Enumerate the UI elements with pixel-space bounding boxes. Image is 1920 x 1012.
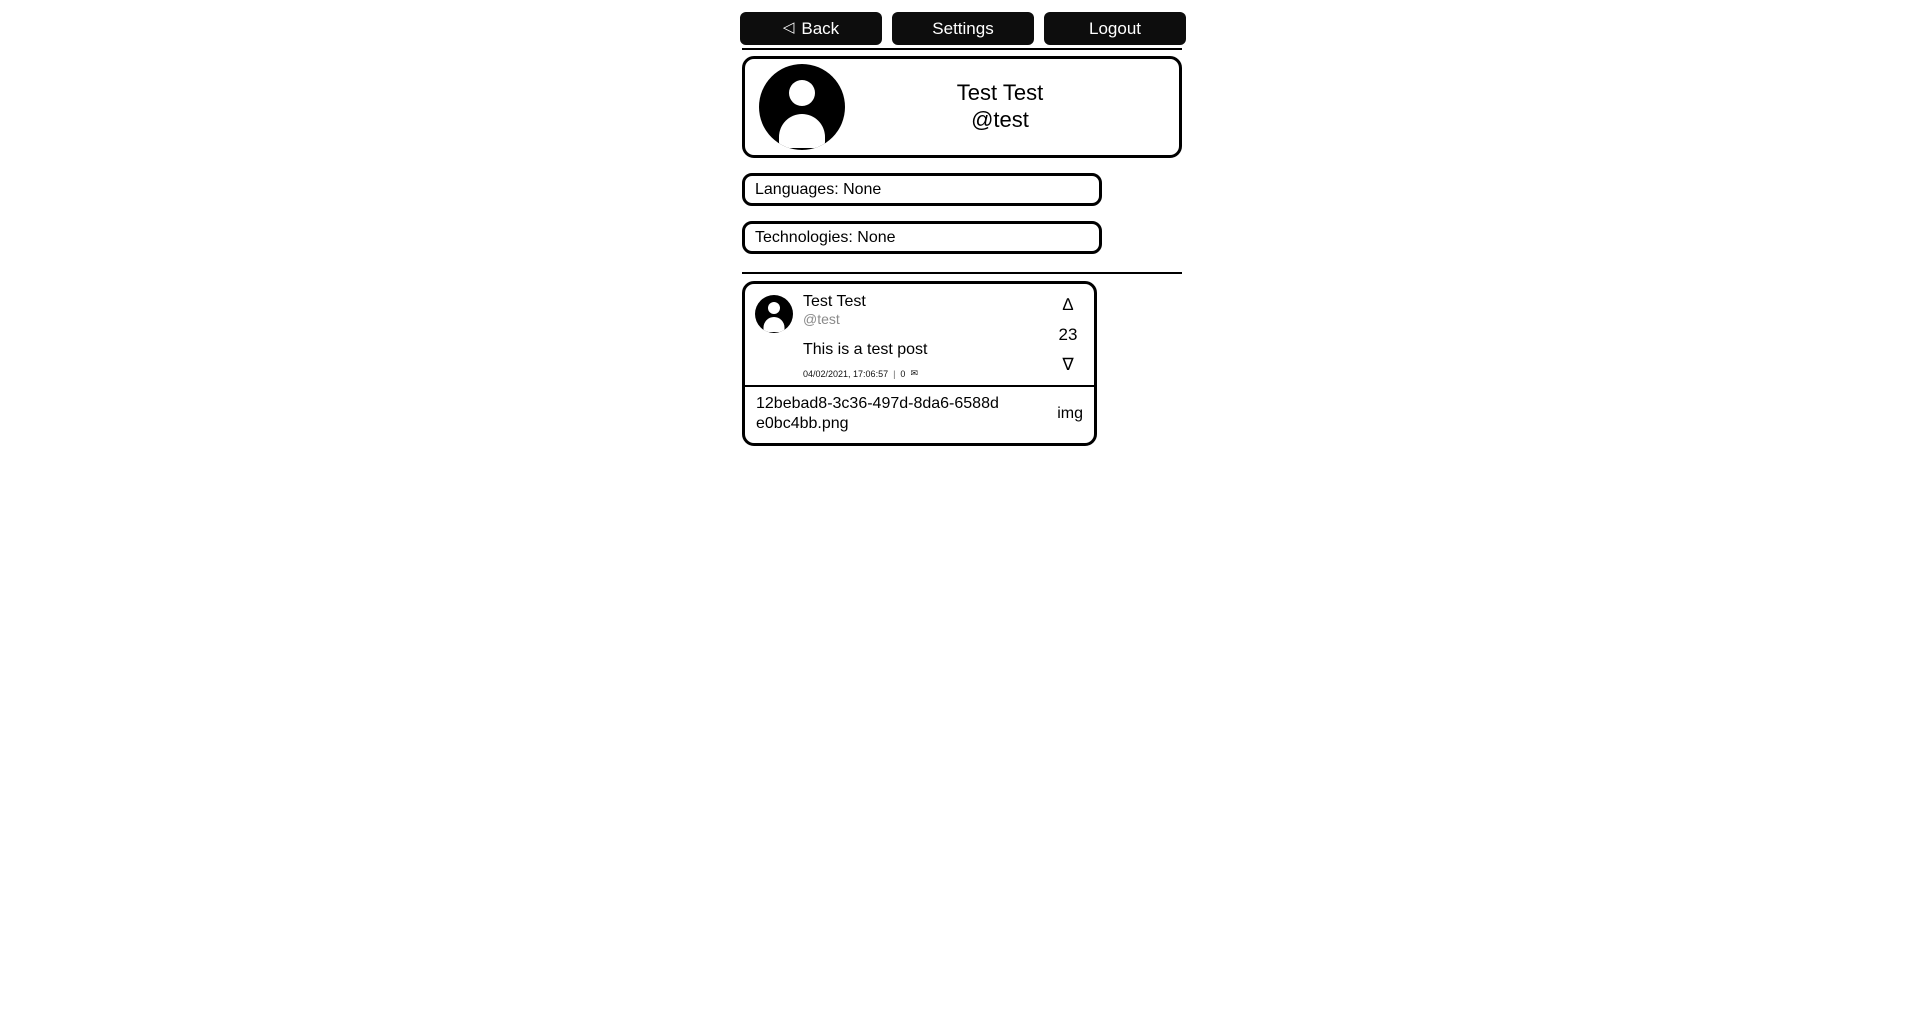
logout-button-label: Logout	[1089, 18, 1141, 38]
profile-identity	[835, 80, 1165, 134]
post-text: This is a test post	[803, 341, 928, 359]
back-button-label: Back	[801, 18, 840, 38]
back-button[interactable]	[740, 12, 882, 45]
vote-controls	[1052, 293, 1084, 379]
profile-column	[742, 48, 1182, 446]
logout-button[interactable]	[1044, 12, 1186, 45]
profile-header-card	[742, 56, 1182, 158]
technologies-box	[742, 221, 1102, 254]
downvote-icon[interactable]: ∇	[1062, 355, 1074, 375]
triangle-left-icon: ◁	[782, 19, 795, 36]
post-main	[745, 284, 1094, 385]
post-meta	[803, 368, 1052, 379]
technologies-label: Technologies: None	[755, 228, 896, 246]
posts-divider	[742, 272, 1182, 274]
top-divider	[742, 48, 1182, 50]
user-avatar-icon	[759, 64, 845, 150]
post-author: Test Test	[803, 293, 866, 310]
upvote-icon[interactable]: ∆	[1062, 295, 1074, 314]
languages-box	[742, 173, 1102, 206]
profile-handle: @test	[971, 107, 1029, 132]
post-body	[793, 293, 1052, 379]
settings-button[interactable]	[892, 12, 1034, 45]
attachment-filename: 12bebad8-3c36-497d-8da6-6588de0bc4bb.png	[756, 395, 999, 433]
posts-divider-wrap	[742, 272, 1182, 274]
languages-label: Languages: None	[755, 180, 882, 198]
post-handle: @test	[803, 311, 840, 328]
user-avatar-icon	[755, 295, 793, 333]
post-attachment[interactable]	[745, 385, 1094, 443]
attachment-kind-label: img	[1057, 405, 1083, 423]
page-title: Test Test	[956, 80, 1044, 106]
settings-button-label: Settings	[932, 18, 994, 38]
post-card[interactable]	[742, 281, 1097, 446]
post-timestamp: 04/02/2021, 17:06:57	[803, 368, 889, 379]
top-navigation	[740, 12, 1186, 45]
vote-score: 23	[1058, 325, 1078, 345]
post-meta-separator: |	[893, 368, 896, 379]
post-comment-count: 0	[900, 368, 906, 379]
comment-icon: ✉	[910, 368, 918, 379]
